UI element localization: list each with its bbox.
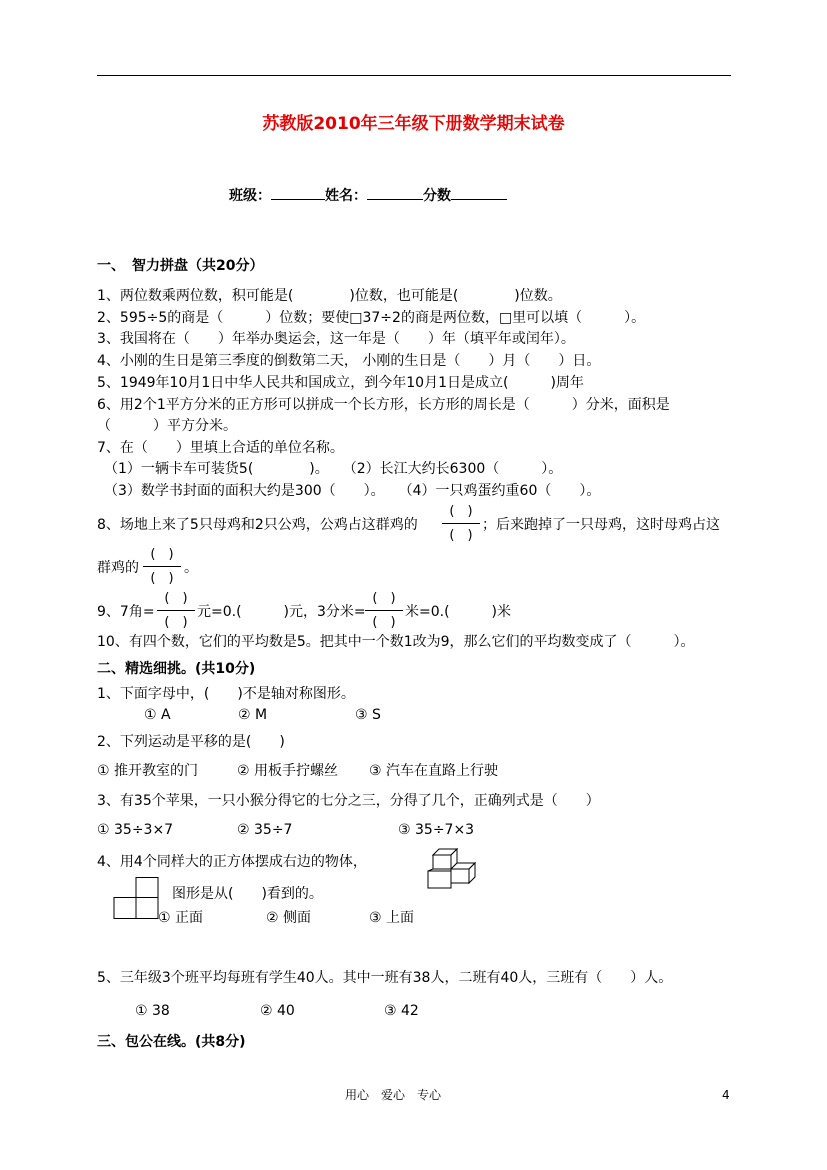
s2-q1-option-1: ① A: [144, 707, 171, 723]
s2-question-3: 3、有35个苹果，一只小猴分得它的七分之三，分得了几个，正确列式是（ ）: [97, 793, 600, 809]
s2-q4-option-2: ② 侧面: [266, 910, 312, 926]
s2-q3-option-2: ② 35÷7: [237, 822, 293, 838]
s1-question-9-text-c: 米=0.( )米: [405, 604, 512, 620]
s1-question-7: 7、在（ ）里填上合适的单位名称。: [97, 440, 344, 456]
fraction-blank-q9-1: ( ) ( ): [157, 591, 195, 631]
fraction-blank-q8-1: ( ) ( ): [442, 504, 480, 544]
s1-question-4: 4、小刚的生日是第三季度的倒数第二天， 小刚的生日是（ ）月（ ）日。: [97, 353, 601, 369]
fraction-blank-q9-2: ( ) ( ): [365, 591, 403, 631]
s1-question-6-line2: （ ）平方分米。: [97, 418, 237, 434]
s1-question-9-text-a: 9、7角=: [97, 604, 155, 620]
score-label: 分数: [423, 188, 451, 204]
s2-question-4: 4、用4个同样大的正方体摆成右边的物体，: [97, 854, 367, 870]
class-blank[interactable]: [271, 185, 325, 200]
s1-question-8-text-a: 8、场地上来了5只母鸡和2只公鸡，公鸡占这群鸡的: [97, 517, 418, 533]
section2-heading: 二、精选细挑。(共10分): [97, 661, 256, 677]
s2-q2-option-2: ② 用板手拧螺丝: [237, 763, 339, 779]
s2-q1-option-3: ③ S: [355, 707, 381, 723]
class-label: 班级：: [229, 188, 271, 204]
s1-question-5: 5、1949年10月1日中华人民共和国成立，到今年10月1日是成立( )周年: [97, 375, 584, 391]
footer-motto: 用心 爱心 专心: [345, 1088, 442, 1102]
s1-question-10: 10、有四个数，它们的平均数是5。把其中一个数1改为9，那么它们的平均数变成了（ ）。: [97, 634, 695, 650]
s1-question-9-text-b: 元=0.( )元，3分米=: [197, 604, 366, 620]
cube-stack-icon: [425, 841, 481, 891]
page-number: 4: [722, 1088, 730, 1102]
header-rule: [97, 75, 731, 76]
s2-question-4-sub: 图形是从( )看到的。: [172, 886, 323, 902]
s2-q3-option-1: ① 35÷3×7: [97, 822, 174, 838]
section3-heading: 三、包公在线。(共8分): [97, 1034, 246, 1050]
s1-question-8-text-d: 。: [184, 560, 198, 576]
s1-question-7-part2: （3）数学书封面的面积大约是300（ ）。 （4）一只鸡蛋约重60（ ）。: [104, 483, 601, 499]
s2-q3-option-3: ③ 35÷7×3: [398, 822, 475, 838]
s2-q5-option-1: ① 38: [135, 1003, 170, 1019]
s1-question-2: 2、595÷5的商是（ ）位数；要使□37÷2的商是两位数，□里可以填（ ）。: [97, 310, 646, 326]
s2-q2-option-1: ① 推开教室的门: [97, 763, 199, 779]
s2-question-2: 2、下列运动是平移的是( ): [97, 734, 285, 750]
score-blank[interactable]: [451, 185, 507, 200]
s1-question-1: 1、两位数乘两位数，积可能是( )位数，也可能是( )位数。: [97, 288, 562, 304]
name-blank[interactable]: [367, 185, 423, 200]
s1-question-6-line1: 6、用2个1平方分米的正方形可以拼成一个长方形，长方形的周长是（ ）分米，面积是: [97, 397, 670, 413]
student-info-line: [229, 185, 507, 205]
s2-q1-option-2: ② M: [238, 707, 268, 723]
s1-question-7-part1: （1）一辆卡车可装货5( )。 （2）长江大约长6300（ ）。: [104, 461, 563, 477]
view-figure-icon: [112, 877, 160, 921]
s2-q4-option-1: ① 正面: [158, 910, 204, 926]
page-title: 苏教版2010年三年级下册数学期末试卷: [262, 114, 565, 134]
s1-question-8-text-b: ；后来跑掉了一只母鸡，这时母鸡占这: [482, 517, 720, 533]
s2-q5-option-3: ③ 42: [384, 1003, 419, 1019]
section1-heading: 一、 智力拼盘（共20分）: [97, 258, 264, 274]
s2-q4-option-3: ③ 上面: [369, 910, 415, 926]
s1-question-3: 3、我国将在（ ）年举办奥运会，这一年是（ ）年（填平年或闰年）。: [97, 331, 575, 347]
s2-q2-option-3: ③ 汽车在直路上行驶: [369, 763, 499, 779]
s2-question-5: 5、三年级3个班平均每班有学生40人。其中一班有38人，二班有40人，三班有（ ）人。: [97, 970, 673, 986]
s1-question-8-text-c: 群鸡的: [97, 560, 139, 576]
fraction-blank-q8-2: ( ) ( ): [143, 547, 181, 587]
name-label: 姓名：: [325, 188, 367, 204]
s2-question-1: 1、下面字母中，( )不是轴对称图形。: [97, 686, 355, 702]
s2-q5-option-2: ② 40: [260, 1003, 295, 1019]
